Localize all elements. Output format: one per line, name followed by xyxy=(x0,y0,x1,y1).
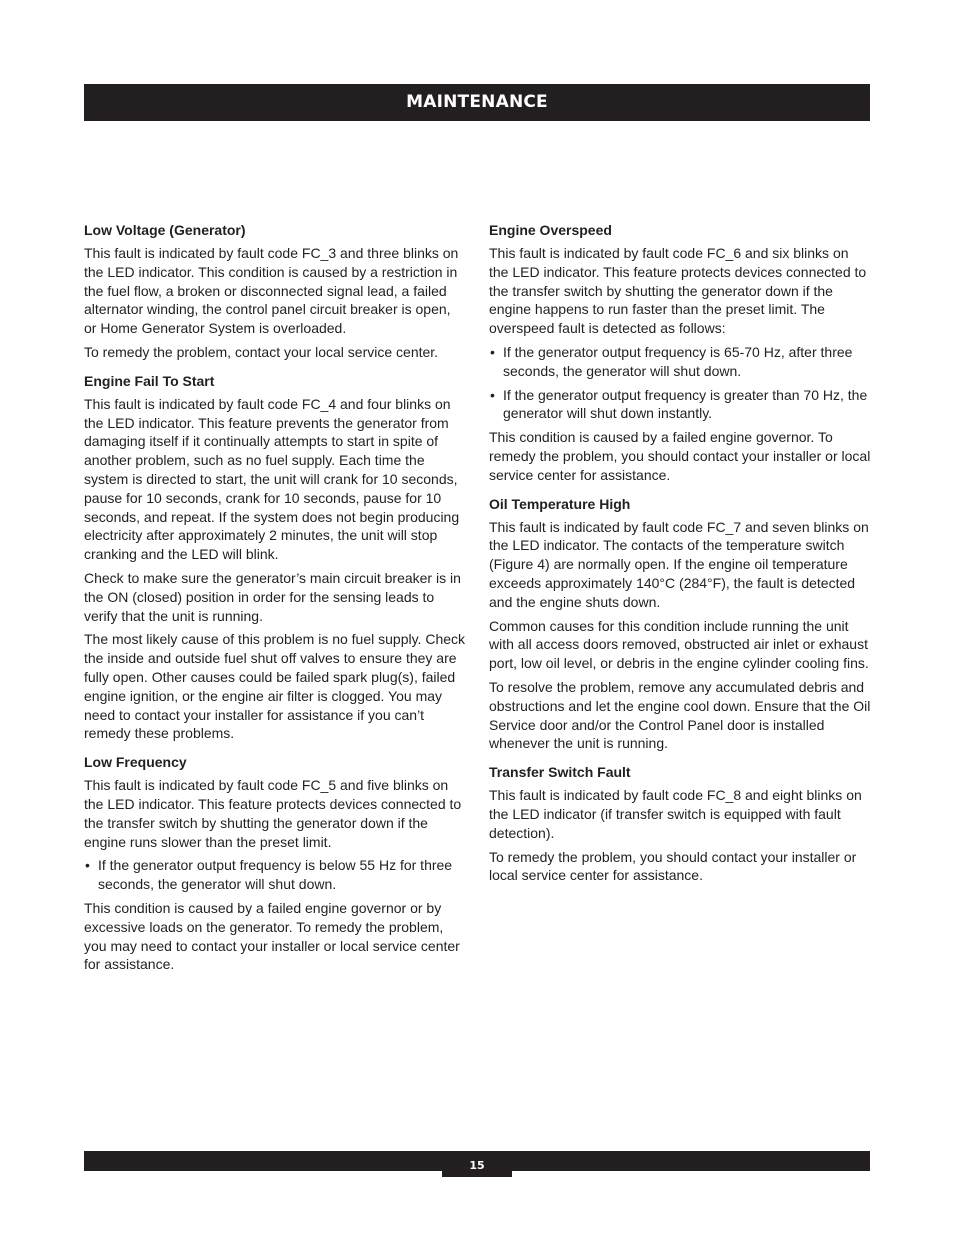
left-column xyxy=(84,221,466,984)
right-column xyxy=(489,221,871,895)
low-voltage-heading: Low Voltage (Generator) xyxy=(84,222,246,238)
oil-temp-causes: Common causes for this condition include running the unit with all access doors removed, obstructed air inlet or exhaust port, low oil level, or debris in the engine cylinder cooling fins. xyxy=(489,617,869,672)
page-number-tab xyxy=(442,1151,512,1177)
low-frequency-bullet: • If the generator output frequency is below 55 Hz for three seconds, the generator will shut down. xyxy=(84,856,466,894)
overspeed-paragraph: This fault is indicated by fault code FC_6 and six blinks on the LED indicator. This feature protects devices connected to the transfer switch by shutting the generator down if the engine happens to run faster than the preset limit. The overspeed fault is detected as follows: xyxy=(489,245,867,337)
transfer-switch-paragraph: This fault is indicated by fault code FC_8 and eight blinks on the LED indicator (if transfer switch is equipped with fault detection). xyxy=(489,787,862,841)
low-frequency-heading: Low Frequency xyxy=(84,754,187,771)
transfer-switch-remedy: To remedy the problem, you should contact your installer or local service center for assistance. xyxy=(489,848,857,884)
transfer-switch-section xyxy=(489,763,871,885)
oil-temp-heading: Oil Temperature High xyxy=(489,495,631,512)
oil-temp-resolve: To resolve the problem, remove any accumulated debris and obstructions and let the engine cool down. Ensure that the Oil Service door and/or the Control Panel door is installed whenever the unit is running. xyxy=(489,678,871,752)
section-header xyxy=(84,84,870,121)
oil-temp-section xyxy=(489,495,871,754)
fail-to-start-paragraph: This fault is indicated by fault code FC_4 and four blinks on the LED indicator. This feature prevents the generator from damaging itself if it continually attempts to start in spite of another problem, such as no fuel supply. Each time the system is directed to start, the unit will crank for 10 seconds, pause for 10 seconds, crank for 10 seconds, pause for 10 seconds, and repeat. If the system does not begin producing electricity after approximately 2 minutes, the unit will stop cranking and the LED will blink. xyxy=(84,395,460,563)
fail-to-start-section xyxy=(84,372,466,743)
oil-temp-paragraph: This fault is indicated by fault code FC_7 and seven blinks on the LED indicator. The contacts of the temperature switch (Figure 4) are normally open. If the engine oil temperature exceeds approximately 140°C (284°F), the fault is detected and the engine shuts down. xyxy=(489,518,869,610)
section-title: MAINTENANCE xyxy=(406,92,548,112)
page-number: 15 xyxy=(469,1159,485,1172)
low-frequency-paragraph: This fault is indicated by fault code FC_5 and five blinks on the LED indicator. This feature protects devices connected to the transfer switch by shutting the generator down if the engine runs slower than the preset limit. xyxy=(84,777,462,850)
overspeed-remedy: This condition is caused by a failed engine governor. To remedy the problem, you should contact your installer or local service center for assistance. xyxy=(489,429,871,483)
low-voltage-section xyxy=(84,221,466,362)
fail-to-start-heading: Engine Fail To Start xyxy=(84,372,215,389)
overspeed-bullet: • If the generator output frequency is greater than 70 Hz, the generator will shut down instantly. xyxy=(489,386,871,424)
low-frequency-remedy: This condition is caused by a failed engine governor or by excessive loads on the generator. To remedy the problem, you may need to contact your installer or local service center for assistance. xyxy=(84,899,460,973)
transfer-switch-heading: Transfer Switch Fault xyxy=(489,764,631,781)
overspeed-section xyxy=(489,221,871,485)
low-frequency-list xyxy=(84,856,466,894)
low-voltage-remedy: To remedy the problem, contact your local service center. xyxy=(84,343,439,360)
fail-to-start-cause-paragraph: The most likely cause of this problem is no fuel supply. Check the inside and outside fuel shut off valves to ensure they are fully open. Other causes could be failed spark plug(s), failed engine ignition, or the engine air filter is clogged. You may need to contact your installer for assistance if you can’t remedy these problems. xyxy=(84,631,466,742)
overspeed-heading: Engine Overspeed xyxy=(489,222,612,238)
overspeed-bullet: • If the generator output frequency is 65-70 Hz, after three seconds, the generator will shut down. xyxy=(489,343,871,381)
low-frequency-section xyxy=(84,753,466,974)
fail-to-start-breaker-paragraph: Check to make sure the generator’s main circuit breaker is in the ON (closed) position in order for the sensing leads to verify that the unit is running. xyxy=(84,569,461,624)
overspeed-list xyxy=(489,343,871,423)
low-voltage-paragraph: This fault is indicated by fault code FC_3 and three blinks on the LED indicator. This condition is caused by a restriction in the fuel flow, a broken or disconnected signal lead, a failed alternator winding, the control panel circuit breaker is open, or Home Generator System is overloaded. xyxy=(84,245,459,337)
